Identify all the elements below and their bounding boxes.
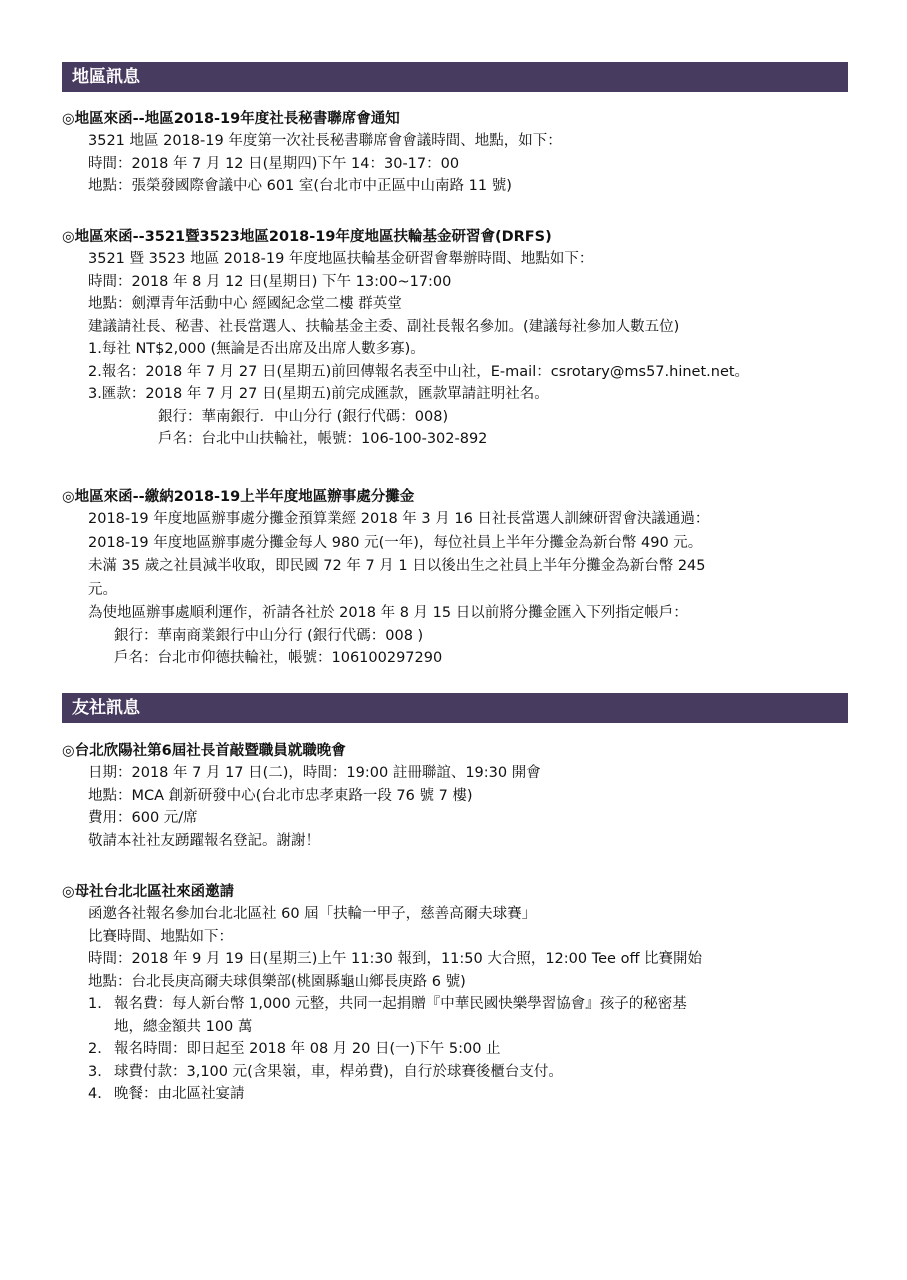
notice-remittance: 3.匯款：2018 年 7 月 27 日(星期五)前完成匯款，匯款單請註明社名。	[88, 386, 549, 402]
item-number: 4.	[88, 1086, 102, 1102]
item-number: 3.	[88, 1063, 102, 1080]
notice-drfs-seminar	[62, 226, 848, 451]
numbered-item	[62, 1083, 848, 1106]
section-header-district: 地區訊息	[62, 62, 848, 92]
item-text: 球費付款：3,100 元(含果嶺，車，桿弟費)，自行於球賽後櫃台支付。	[114, 1063, 563, 1080]
item-text: 報名費：每人新台幣 1,000 元整，共同一起捐贈『中華民國快樂學習協會』孩子的秘密基	[114, 996, 687, 1012]
notice-place: 地點：張榮發國際會議中心 601 室(台北市中正區中山南路 11 號)	[88, 178, 512, 194]
item-number: 1.	[88, 996, 102, 1012]
notice-district-office-fee	[62, 486, 848, 670]
notice-title: ◎地區來函--3521暨3523地區2018-19年度地區扶輪基金研習會(DRFS)	[62, 229, 552, 245]
numbered-item	[62, 993, 848, 1016]
notice-time: 時間：2018 年 7 月 12 日(星期四)下午 14：30-17：00	[88, 155, 460, 172]
notice-line: 敬請本社社友踴躍報名登記。謝謝！	[88, 832, 320, 849]
numbered-item	[62, 1038, 848, 1061]
notice-district-secretary-meeting	[62, 108, 848, 198]
notice-line: 為使地區辦事處順利運作，祈請各社於 2018 年 8 月 15 日以前將分攤金匯入下列指定帳戶：	[88, 605, 688, 621]
account-name: 戶名：台北市仰德扶輪社，帳號：106100297290	[114, 650, 443, 666]
notice-fee: 1.每社 NT$2,000 (無論是否出席及出席人數多寡)。	[88, 341, 425, 357]
notice-fee: 費用：600 元/席	[88, 810, 198, 826]
notice-date: 日期：2018 年 7 月 17 日(二)，時間：19:00 註冊聯誼、19:30 開會	[88, 765, 541, 781]
notice-line: 比賽時間、地點如下：	[88, 928, 233, 945]
notice-golf-invitation	[62, 881, 848, 1106]
item-text-continued: 地，總金額共 100 萬	[114, 1018, 253, 1035]
notice-place: 地點：台北長庚高爾夫球俱樂部(桃園縣龜山鄉長庚路 6 號)	[88, 973, 466, 990]
notice-registration: 2.報名：2018 年 7 月 27 日(星期五)前回傳報名表至中山社，E-mail：csrotary@ms57.hinet.net。	[88, 363, 750, 380]
notice-line: 2018-19 年度地區辦事處分攤金預算業經 2018 年 3 月 16 日社長當選人訓練研習會決議通過：	[88, 511, 710, 527]
account-name: 戶名：台北中山扶輪社，帳號：106-100-302-892	[158, 431, 488, 447]
notice-line: 未滿 35 歲之社員減半收取，即民國 72 年 7 月 1 日以後出生之社員上半年分攤金為新台幣 245	[88, 558, 706, 574]
item-text: 晚餐：由北區社宴請	[114, 1086, 245, 1102]
item-text: 報名時間：即日起至 2018 年 08 月 20 日(一)下午 5:00 止	[114, 1041, 501, 1057]
item-number: 2.	[88, 1041, 102, 1057]
notice-place: 地點：劍潭青年活動中心 經國紀念堂二樓 群英堂	[88, 296, 402, 312]
notice-line: 3521 暨 3523 地區 2018-19 年度地區扶輪基金研習會舉辦時間、地點如下：	[88, 251, 594, 267]
notice-title: ◎台北欣陽社第6屆社長首敲暨職員就職晚會	[62, 743, 346, 759]
bank-name: 銀行：華南銀行．中山分行 (銀行代碼：008)	[158, 408, 449, 425]
bank-name: 銀行：華南商業銀行中山分行 (銀行代碼：008 )	[114, 627, 424, 644]
numbered-item	[62, 1061, 848, 1084]
notice-place: 地點：MCA 創新研發中心(台北市忠孝東路一段 76 號 7 樓)	[88, 787, 473, 804]
notice-title: ◎地區來函--地區2018-19年度社長秘書聯席會通知	[62, 111, 400, 127]
notice-line: 元。	[88, 581, 117, 598]
notice-time: 時間：2018 年 8 月 12 日(星期日) 下午 13:00~17:00	[88, 273, 452, 290]
notice-title: ◎地區來函--繳納2018-19上半年度地區辦事處分攤金	[62, 489, 415, 505]
notice-line: 函邀各社報名參加台北北區社 60 屆「扶輪一甲子，慈善高爾夫球賽」	[88, 906, 537, 922]
notice-title: ◎母社台北北區社來函邀請	[62, 884, 235, 900]
notice-time: 時間：2018 年 9 月 19 日(星期三)上午 11:30 報到，11:50 大合照，12:00 Tee off 比賽開始	[88, 951, 703, 967]
notice-xinyang-inauguration	[62, 740, 848, 852]
notice-line: 3521 地區 2018-19 年度第一次社長秘書聯席會會議時間、地點，如下：	[88, 133, 562, 149]
section-header-club: 友社訊息	[62, 693, 848, 723]
notice-line: 建議請社長、秘書、社長當選人、扶輪基金主委、副社長報名參加。(建議每社參加人數五位)	[88, 318, 680, 335]
notice-line: 2018-19 年度地區辦事處分攤金每人 980 元(一年)，每位社員上半年分攤金為新台幣 490 元。	[88, 534, 703, 551]
